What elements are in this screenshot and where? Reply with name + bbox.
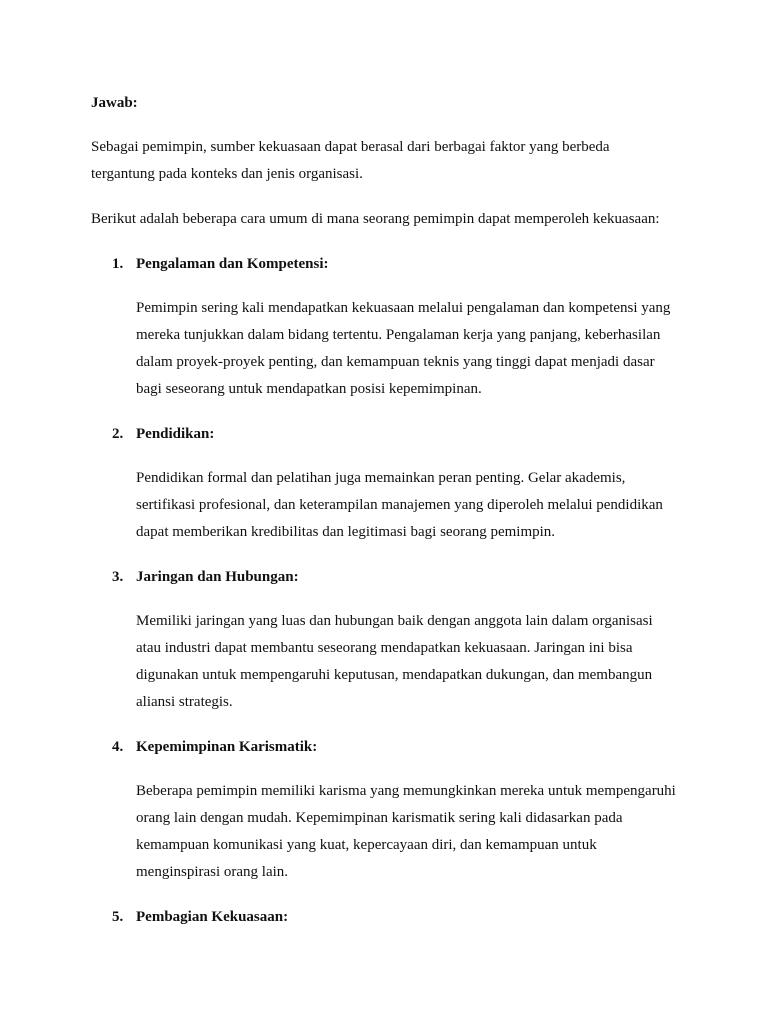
list-item-title-4: Kepemimpinan Karismatik:	[136, 739, 318, 755]
list-item-title-1: Pengalaman dan Kompetensi:	[136, 256, 329, 272]
list-number-4: 4.	[112, 739, 124, 755]
list-item-1-line-1: Pemimpin sering kali mendapatkan kekuasaan melalui pengalaman dan kompetensi yang	[136, 300, 671, 316]
list-item-2-line-1: Pendidikan formal dan pelatihan juga memainkan peran penting. Gelar akademis,	[136, 470, 626, 486]
list-number-5: 5.	[112, 909, 124, 925]
list-item-4-line-1: Beberapa pemimpin memiliki karisma yang memungkinkan mereka untuk mempengaruhi	[136, 783, 676, 799]
list-number-2: 2.	[112, 426, 124, 442]
list-number-3: 3.	[112, 569, 124, 585]
list-item-3-line-4: aliansi strategis.	[136, 694, 233, 710]
list-item-4-line-2: orang lain dengan mudah. Kepemimpinan karismatik sering kali didasarkan pada	[136, 810, 623, 826]
list-item-2-line-3: dapat memberikan kredibilitas dan legitimasi bagi seorang pemimpin.	[136, 524, 556, 540]
list-item-title-2: Pendidikan:	[136, 426, 215, 442]
list-item-1-line-4: bagi seseorang untuk mendapatkan posisi kepemimpinan.	[136, 381, 482, 397]
answer-heading: Jawab:	[91, 95, 138, 111]
lead-paragraph: Berikut adalah beberapa cara umum di mana seorang pemimpin dapat memperoleh kekuasaan:	[91, 211, 660, 227]
list-item-3-line-3: digunakan untuk mempengaruhi keputusan, mendapatkan dukungan, dan membangun	[136, 667, 653, 683]
list-item-title-3: Jaringan dan Hubungan:	[136, 569, 299, 585]
list-item-title-5: Pembagian Kekuasaan:	[136, 909, 289, 925]
list-item-1-line-3: dalam proyek-proyek penting, dan kemampuan teknis yang tinggi dapat menjadi dasar	[136, 354, 655, 370]
list-item-4-line-3: kemampuan komunikasi yang kuat, kepercayaan diri, dan kemampuan untuk	[136, 837, 597, 853]
intro-line-2: tergantung pada konteks dan jenis organisasi.	[91, 166, 363, 182]
list-item-2-line-2: sertifikasi profesional, dan keterampilan manajemen yang diperoleh melalui pendidikan	[136, 497, 663, 513]
list-item-3-line-1: Memiliki jaringan yang luas dan hubungan baik dengan anggota lain dalam organisasi	[136, 613, 653, 629]
list-item-1-line-2: mereka tunjukkan dalam bidang tertentu. Pengalaman kerja yang panjang, keberhasilan	[136, 327, 661, 343]
list-item-4-line-4: menginspirasi orang lain.	[136, 864, 289, 880]
list-item-3-line-2: atau industri dapat membantu seseorang mendapatkan kekuasaan. Jaringan ini bisa	[136, 640, 633, 656]
intro-line-1: Sebagai pemimpin, sumber kekuasaan dapat berasal dari berbagai faktor yang berbeda	[91, 139, 610, 155]
list-number-1: 1.	[112, 256, 124, 272]
